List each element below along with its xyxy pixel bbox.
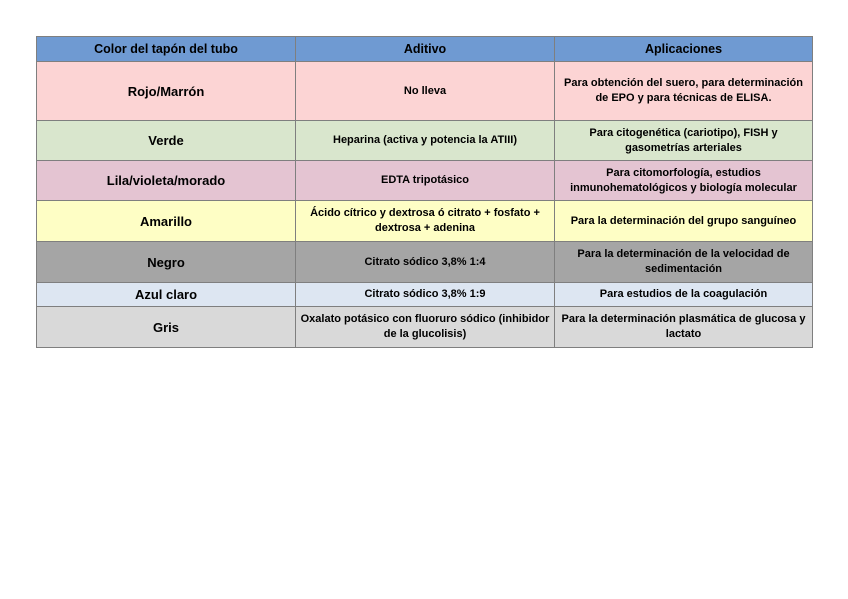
table-row	[37, 307, 813, 348]
cell-aplicaciones: Para citogenética (cariotipo), FISH y gasometrías arteriales	[555, 121, 813, 161]
cell-aditivo: Citrato sódico 3,8% 1:9	[296, 283, 555, 307]
table-row	[37, 161, 813, 201]
cell-aplicaciones: Para la determinación plasmática de glucosa y lactato	[555, 307, 813, 348]
table-row	[37, 242, 813, 283]
cell-color: Negro	[37, 242, 296, 283]
cell-aditivo: Ácido cítrico y dextrosa ó citrato + fosfato + dextrosa + adenina	[296, 201, 555, 242]
tube-color-table	[36, 36, 813, 348]
cell-aditivo: Heparina (activa y potencia la ATIII)	[296, 121, 555, 161]
cell-aditivo: EDTA tripotásico	[296, 161, 555, 201]
cell-color: Verde	[37, 121, 296, 161]
table-row	[37, 62, 813, 121]
header-aplicaciones: Aplicaciones	[555, 37, 813, 62]
header-color: Color del tapón del tubo	[37, 37, 296, 62]
cell-aditivo: Oxalato potásico con fluoruro sódico (inhibidor de la glucolisis)	[296, 307, 555, 348]
table-row	[37, 283, 813, 307]
cell-aplicaciones: Para la determinación del grupo sanguíneo	[555, 201, 813, 242]
header-aditivo: Aditivo	[296, 37, 555, 62]
cell-aplicaciones: Para estudios de la coagulación	[555, 283, 813, 307]
table-header-row	[37, 37, 813, 62]
cell-aditivo: No lleva	[296, 62, 555, 121]
table-row	[37, 121, 813, 161]
cell-color: Rojo/Marrón	[37, 62, 296, 121]
cell-aplicaciones: Para la determinación de la velocidad de sedimentación	[555, 242, 813, 283]
cell-color: Amarillo	[37, 201, 296, 242]
cell-aplicaciones: Para citomorfología, estudios inmunohematológicos y biología molecular	[555, 161, 813, 201]
cell-color: Lila/violeta/morado	[37, 161, 296, 201]
cell-color: Azul claro	[37, 283, 296, 307]
table-row	[37, 201, 813, 242]
cell-color: Gris	[37, 307, 296, 348]
cell-aplicaciones: Para obtención del suero, para determinación de EPO y para técnicas de ELISA.	[555, 62, 813, 121]
cell-aditivo: Citrato sódico 3,8% 1:4	[296, 242, 555, 283]
